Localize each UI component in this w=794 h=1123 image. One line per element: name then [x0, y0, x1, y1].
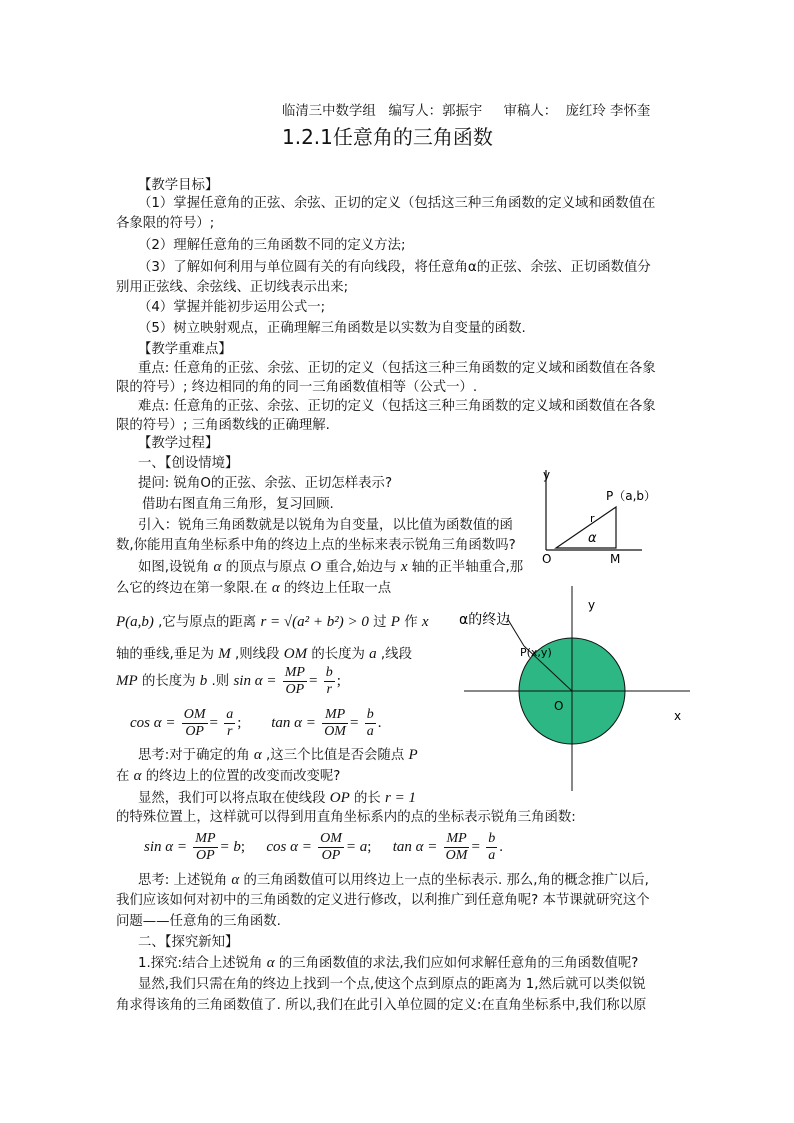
- section-2-heading: 二、【探究新知】: [138, 935, 239, 950]
- frac-mp-op: $\frac{MP}{OP}$: [284, 664, 305, 697]
- fig2-o-label: O: [554, 699, 564, 713]
- frac-b-r: $\frac{b}{r}$: [325, 664, 333, 697]
- fig1-y-label: y: [543, 468, 551, 482]
- difficulty-a: 难点: 任意角的正弦、余弦、正切的定义（包括这三种三角函数的定义域和函数值在各象: [138, 399, 656, 414]
- figure-line-a: 如图,设锐角 α 的顶点与原点 O 重合,始边与 x 轴的正半轴重合,那: [138, 559, 524, 575]
- perpendicular-line-a: 轴的垂线,垂足为 M ,则线段 OM 的长度为 a ,线段: [116, 646, 412, 662]
- explore-line-c: 角求得该角的三角函数值了. 所以,我们在此引入单位圆的定义:在直角坐标系中,我们称以原: [116, 998, 647, 1013]
- think2-line-c: 问题——任意角的三角函数.: [116, 914, 281, 929]
- header-author: 郭振宇: [442, 104, 483, 119]
- figure-line-b: 么它的终边在第一象限.在 α 的终边上任取一点: [116, 580, 392, 596]
- header-author-label: 编写人：: [388, 104, 443, 119]
- point-p-label: P(x,y): [520, 646, 552, 659]
- terminal-side-label: α的终边: [459, 612, 511, 628]
- fig1-p-label: P（a,b）: [606, 489, 657, 503]
- header-line: [282, 100, 650, 119]
- fig1-r-label: r: [590, 512, 595, 525]
- explore-line-a: 1.探究:结合上述锐角 α 的三角函数值的求法,我们应如何求解任意角的三角函数值呢?: [138, 955, 639, 971]
- right-triangle-figure: [530, 462, 690, 572]
- page-title: 1.2.1任意角的三角函数: [282, 125, 493, 149]
- cos-tan-line: cos α = $\frac{OM}{OP}$ = $\frac{a}{r}$ ; tan α = $\frac{MP}{OM}$ = $\frac{b}{a}$ .: [130, 706, 382, 739]
- explore-line-b: 显然,我们只需在角的终边上找到一个点,使这个点到原点的距离为 1,然后就可以类似锐: [138, 977, 646, 992]
- objective-4: （4）掌握并能初步运用公式一;: [138, 300, 326, 315]
- fig1-alpha-label: α: [588, 531, 597, 546]
- objective-3a: （3）了解如何利用与单位圆有关的有向线段，将任意角α的正弦、余弦、正切函数值分: [138, 260, 651, 275]
- header-org: 临清三中数学组: [282, 104, 376, 119]
- think-line-b: 在 α 的终边上的位置的改变而改变呢?: [116, 768, 341, 784]
- question-line: 提问: 锐角O的正弦、余弦、正切怎样表示?: [138, 476, 393, 491]
- fig1-triangle: [556, 507, 616, 548]
- objective-1b: 各象限的符号）;: [116, 216, 215, 231]
- intro-line-a: 引入：锐角三角函数就是以锐角为自变量，以比值为函数值的函: [138, 518, 513, 533]
- keypoints-heading: 【教学重难点】: [138, 342, 232, 357]
- keypoint-b: 限的符号）; 终边相同的角的同一三角函数值相等（公式一）.: [116, 380, 478, 395]
- keypoint-a: 重点: 任意角的正弦、余弦、正切的定义（包括这三种三角函数的定义域和函数值在各象: [138, 361, 656, 376]
- unit-circle-figure: [452, 586, 692, 796]
- review-line: 借助右图直角三角形，复习回顾.: [142, 497, 334, 512]
- objectives-heading: 【教学目标】: [138, 178, 219, 193]
- objective-1a: （1）掌握任意角的正弦、余弦、正切的定义（包括这三种三角函数的定义域和函数值在: [138, 196, 656, 211]
- fig1-m-label: M: [610, 552, 621, 566]
- point-line: P(a,b) ,它与原点的距离 r = √(a² + b²) > 0 过 P 作 x: [116, 614, 429, 630]
- clear-line-a: 显然，我们可以将点取在使线段 OP 的长 r = 1: [138, 790, 417, 806]
- fig1-o-label: O: [542, 552, 552, 566]
- difficulty-b: 限的符号）; 三角函数线的正确理解.: [116, 418, 330, 433]
- unit-formula-line: sin α = $\frac{MP}{OP}$ = b; cos α = $\frac{OM}{OP}$ = a; tan α = $\frac{MP}{OM}$ = $\frac{b}{a}$ .: [144, 830, 503, 863]
- objective-5: （5）树立映射观点，正确理解三角函数是以实数为自变量的函数.: [138, 321, 526, 336]
- section-1-heading: 一、【创设情境】: [138, 456, 239, 471]
- fig2-y-label: y: [588, 598, 596, 612]
- fig2-x-label: x: [674, 709, 682, 723]
- think-line-a: 思考:对于确定的角 α ,这三个比值是否会随点 P: [138, 747, 418, 763]
- perpendicular-line-b: MP 的长度为 b .则 sin α = $\frac{MP}{OP}$ = $\frac{b}{r}$ ;: [116, 664, 341, 697]
- think2-line-b: 我们应该如何对初中的三角函数的定义进行修改，以利推广到任意角呢? 本节课就研究这个: [116, 893, 650, 908]
- process-heading: 【教学过程】: [138, 436, 219, 451]
- header-reviewer-label: 审稿人：: [503, 104, 558, 119]
- clear-line-b: 的特殊位置上，这样就可以得到用直角坐标系内的点的坐标表示锐角三角函数:: [116, 810, 576, 825]
- header-reviewers: 庞红玲 李怀奎: [565, 104, 651, 119]
- objective-3b: 别用正弦线、余弦线、正切线表示出来;: [116, 280, 349, 295]
- intro-line-b: 数,你能用直角坐标系中角的终边上点的坐标来表示锐角三角函数吗?: [116, 538, 516, 553]
- objective-2: （2）理解任意角的三角函数不同的定义方法;: [138, 238, 406, 253]
- think2-line-a: 思考: 上述锐角 α 的三角函数值可以用终边上一点的坐标表示. 那么,角的概念推广以后,: [138, 872, 649, 888]
